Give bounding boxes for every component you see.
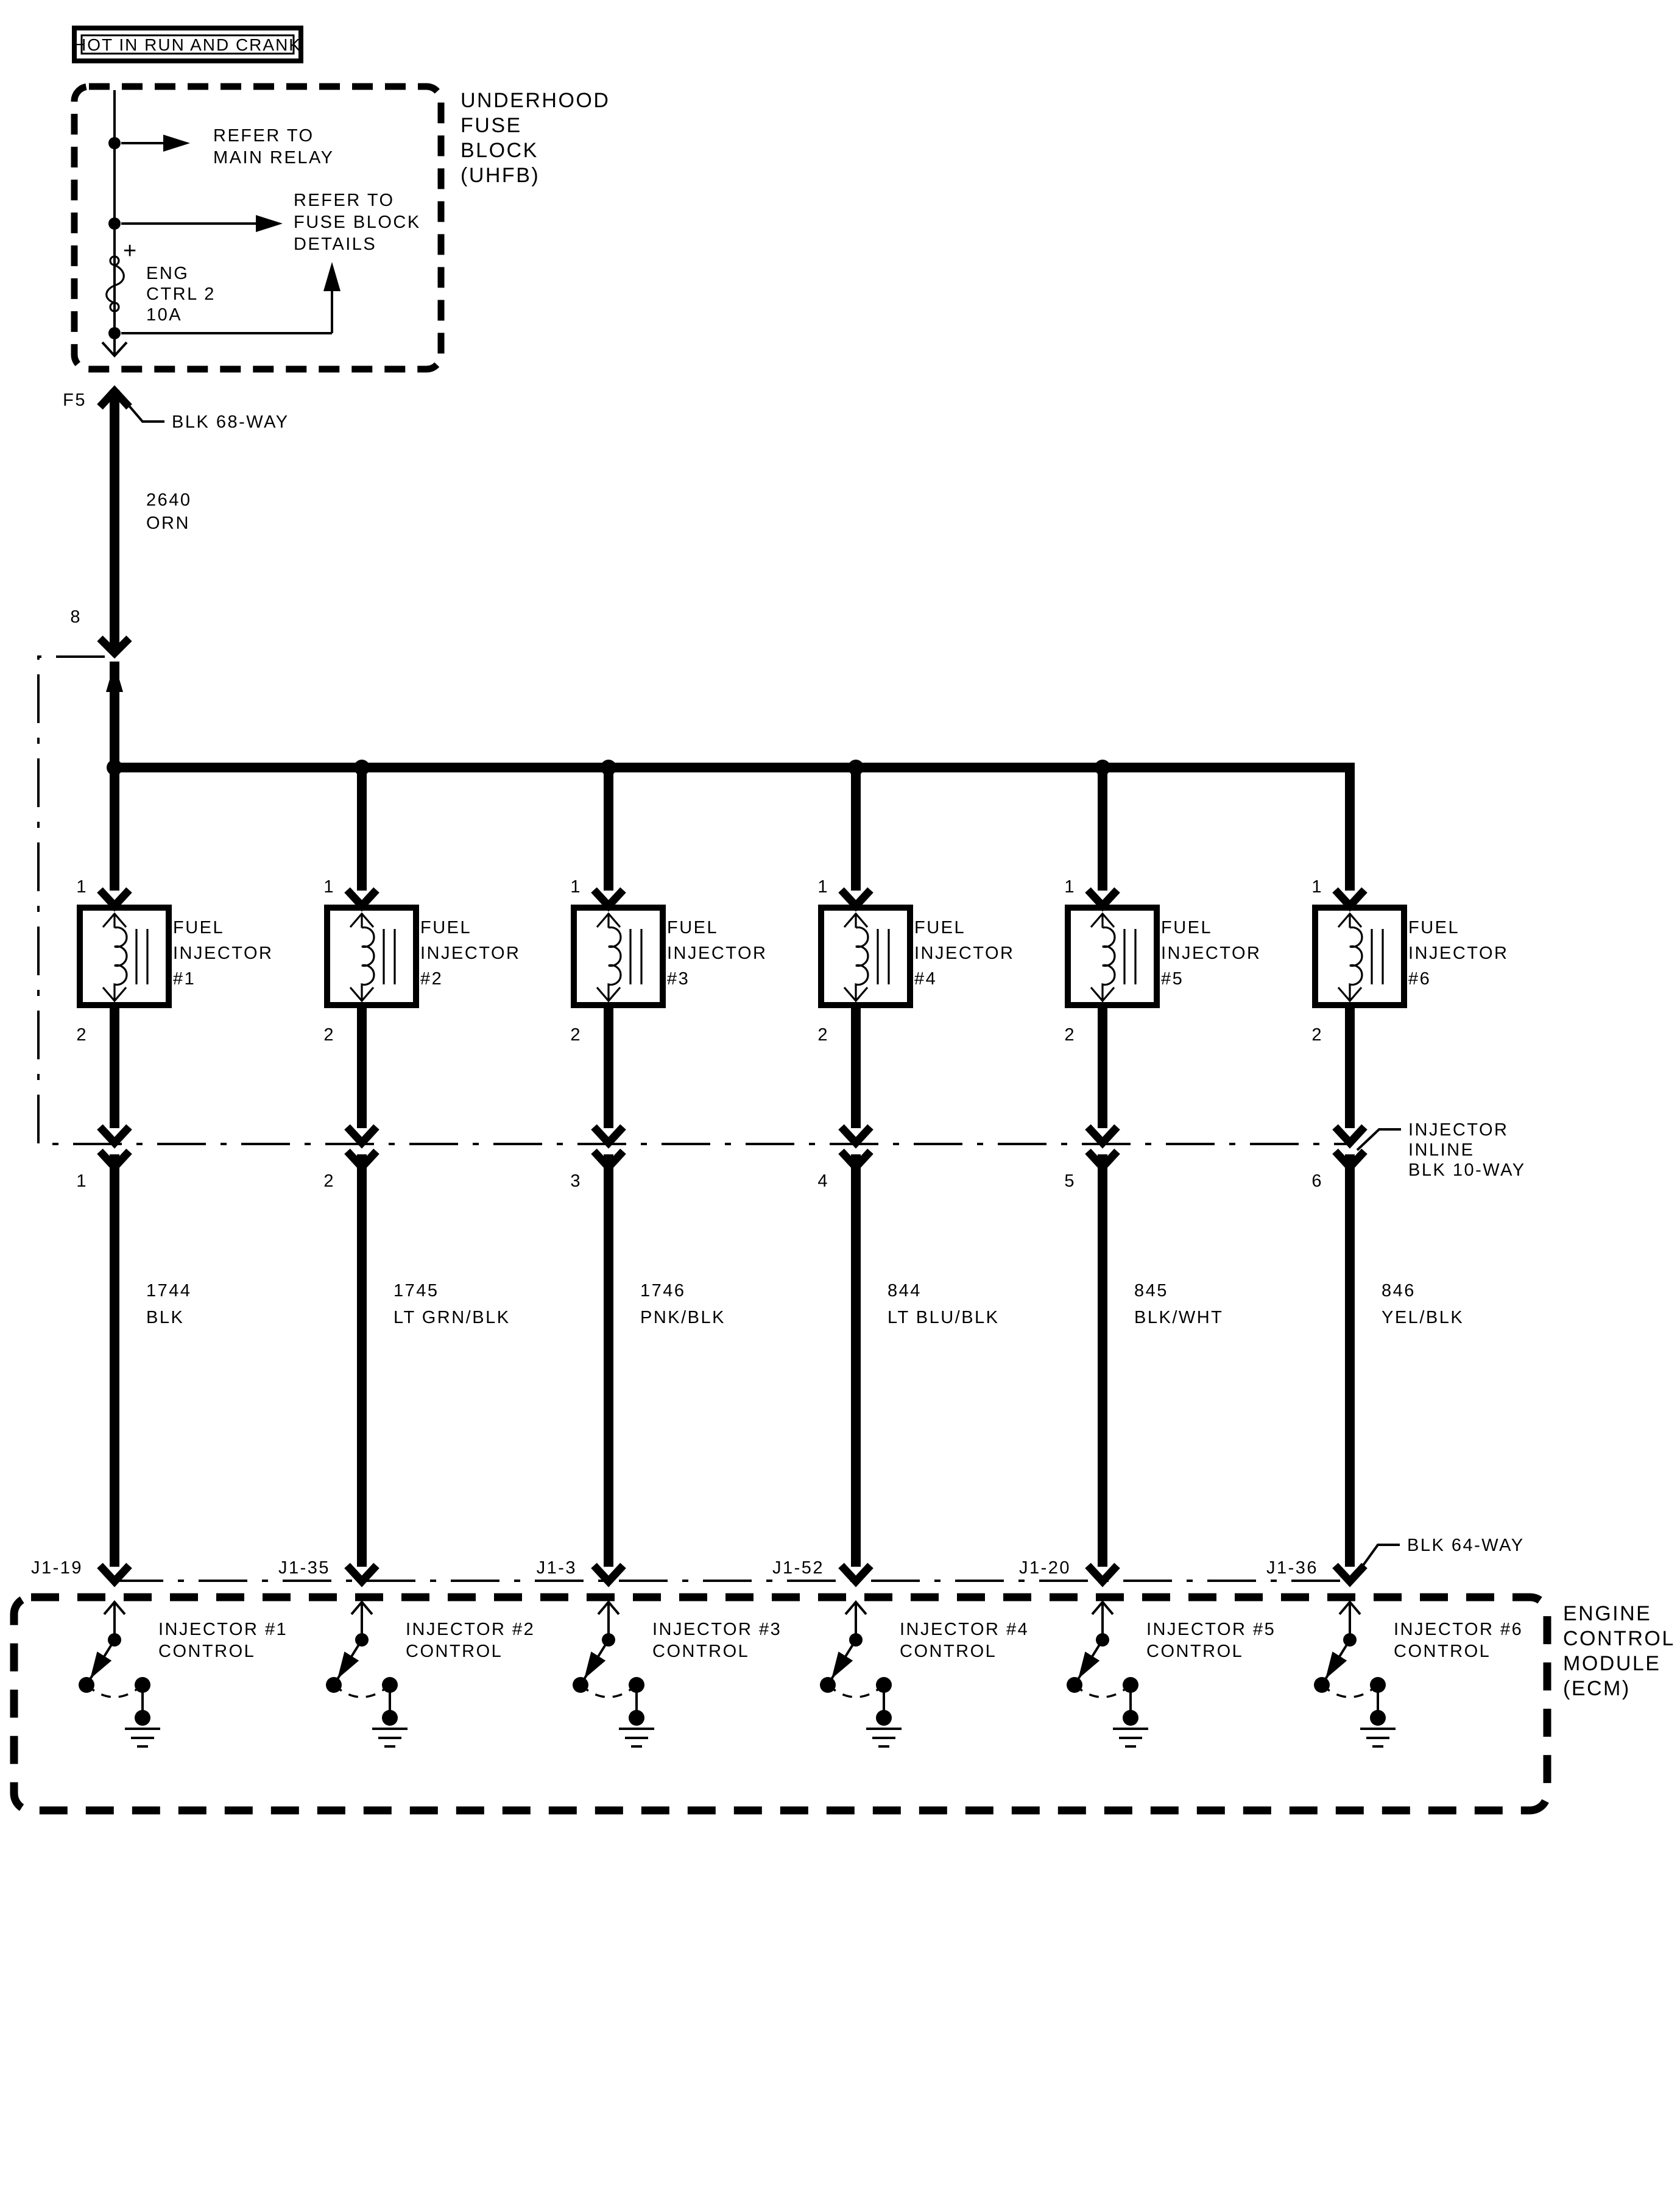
fuse-name-line: ENG [146,264,189,283]
injector-name-line: INJECTOR [173,944,274,963]
inline-connector-callout [1357,1120,1526,1180]
uhfb-title-line: FUSE [461,114,522,137]
ecm-pin-label: J1-3 [536,1558,577,1578]
ecm-pin-label: J1-20 [1018,1558,1071,1578]
wire-circuit-label: 2640 [146,490,192,510]
inline-cavity-label: 6 [1311,1171,1323,1191]
refer-fuse-details-line: REFER TO [294,191,395,210]
control-label-line: CONTROL [900,1642,997,1661]
feed-wire-2640-orn [63,390,289,768]
injector-name-line: FUEL [1161,918,1213,937]
refer-main-relay-line: MAIN RELAY [213,148,334,168]
wire-color-label: PNK/BLK [640,1308,725,1327]
fuse-name-line: CTRL 2 [146,284,216,304]
ecm-title-line: ENGINE [1563,1602,1652,1625]
injector-name-line: #4 [914,969,937,989]
refer-main-relay-line: REFER TO [213,126,314,146]
wire-circuit-label: 1746 [640,1281,686,1301]
pin-label: 2 [323,1025,335,1045]
connector-label: BLK 64-WAY [1407,1536,1525,1555]
injector-2-labels [278,877,535,1661]
control-label-line: INJECTOR #4 [900,1620,1029,1639]
control-label-line: CONTROL [406,1642,503,1661]
arrowhead-right-icon [163,135,190,152]
pin-label: 2 [1311,1025,1323,1045]
injector-name-line: FUEL [1408,918,1460,937]
uhfb-title-line: (UHFB) [461,164,540,187]
injector-name-line: #5 [1161,969,1184,989]
control-label-line: INJECTOR #1 [158,1620,288,1639]
pin-label: 2 [817,1025,829,1045]
inline-cavity-label: 1 [76,1171,88,1191]
pin-label: 2 [1064,1025,1076,1045]
inline-cavity-label: 4 [817,1171,829,1191]
injector-name-line: FUEL [914,918,966,937]
ecm-pin-label: J1-35 [278,1558,330,1578]
pin-label: 2 [76,1025,88,1045]
arrowhead-up-icon [106,663,123,692]
ecm-title-line: CONTROL [1563,1627,1675,1650]
refer-fuse-details-line: FUSE BLOCK [294,213,421,232]
injector-name-line: #6 [1408,969,1431,989]
injector-name-line: FUEL [173,918,225,937]
injector-name-line: INJECTOR [667,944,768,963]
refer-fuse-details-line: DETAILS [294,235,377,254]
arrowhead-up-icon [323,262,341,291]
fuse-name-line: 10A [146,305,183,325]
inline-connector-label-line: INLINE [1408,1140,1475,1160]
ecm-title-line: MODULE [1563,1652,1661,1675]
ecm-title-line: (ECM) [1563,1677,1631,1700]
ecm-connector-callout [1356,1536,1525,1575]
pin-label: 1 [323,877,335,897]
injector-4-labels [772,877,1029,1661]
uhfb-title-line: UNDERHOOD [461,89,610,112]
injector-name-line: FUEL [420,918,472,937]
injector-5-labels [1019,877,1276,1661]
injector-name-line: #1 [173,969,196,989]
pin-label: 1 [570,877,582,897]
underhood-fuse-block [74,86,610,369]
wire-color-label: LT GRN/BLK [394,1308,510,1327]
wire-circuit-label: 846 [1382,1281,1416,1301]
connector-pin-label: F5 [63,390,86,410]
wire-color-label: YEL/BLK [1382,1308,1464,1327]
control-label-line: CONTROL [1146,1642,1244,1661]
wire-color-label: BLK [146,1308,185,1327]
inline-connector-label-line: INJECTOR [1408,1120,1509,1140]
inline-cavity-label: 5 [1064,1171,1076,1191]
injector-name-line: FUEL [667,918,719,937]
injector-name-line: INJECTOR [420,944,521,963]
hot-in-run-and-crank-tag [74,28,302,61]
pin-label: 1 [1064,877,1076,897]
ecm-pin-label: J1-52 [772,1558,824,1578]
control-label-line: INJECTOR #2 [406,1620,535,1639]
control-label-line: INJECTOR #6 [1394,1620,1523,1639]
control-label-line: CONTROL [652,1642,750,1661]
junction-dot [108,327,121,339]
ecm-pin-label: J1-36 [1266,1558,1318,1578]
control-label-line: INJECTOR #5 [1146,1620,1276,1639]
inline-connector-label-line: BLK 10-WAY [1408,1160,1526,1180]
hot-label: HOT IN RUN AND CRANK [74,35,302,54]
wire-circuit-label: 844 [888,1281,922,1301]
pin-label: 2 [570,1025,582,1045]
fuse-plus-sign: + [123,238,138,264]
inline-connector-line [38,657,1350,1144]
wire-circuit-label: 845 [1134,1281,1168,1301]
injector-1-labels [31,877,288,1661]
uhfb-title-line: BLOCK [461,139,538,162]
ecm-pin-label: J1-19 [30,1558,83,1578]
arrowhead-right-icon [256,215,283,232]
inline-cavity-label: 2 [323,1171,335,1191]
wire-color-label: LT BLU/BLK [888,1308,1000,1327]
injector-name-line: #2 [420,969,443,989]
control-label-line: INJECTOR #3 [652,1620,782,1639]
control-label-line: CONTROL [1394,1642,1491,1661]
junction-dot [108,217,121,230]
wire-color-label: ORN [146,514,190,533]
pin-label: 1 [817,877,829,897]
pin-label: 1 [1311,877,1323,897]
inline-cavity-label: 3 [570,1171,582,1191]
wire-circuit-label: 1745 [394,1281,439,1301]
wire-circuit-label: 1744 [146,1281,192,1301]
pin-label: 1 [76,877,88,897]
injector-name-line: INJECTOR [914,944,1015,963]
connector-label: BLK 68-WAY [172,412,289,432]
injector-name-line: #3 [667,969,690,989]
injector-name-line: INJECTOR [1161,944,1262,963]
injector-name-line: INJECTOR [1408,944,1509,963]
control-label-line: CONTROL [158,1642,256,1661]
wire-color-label: BLK/WHT [1134,1308,1224,1327]
junction-dot [108,137,121,149]
connector-cavity-label: 8 [70,607,82,627]
